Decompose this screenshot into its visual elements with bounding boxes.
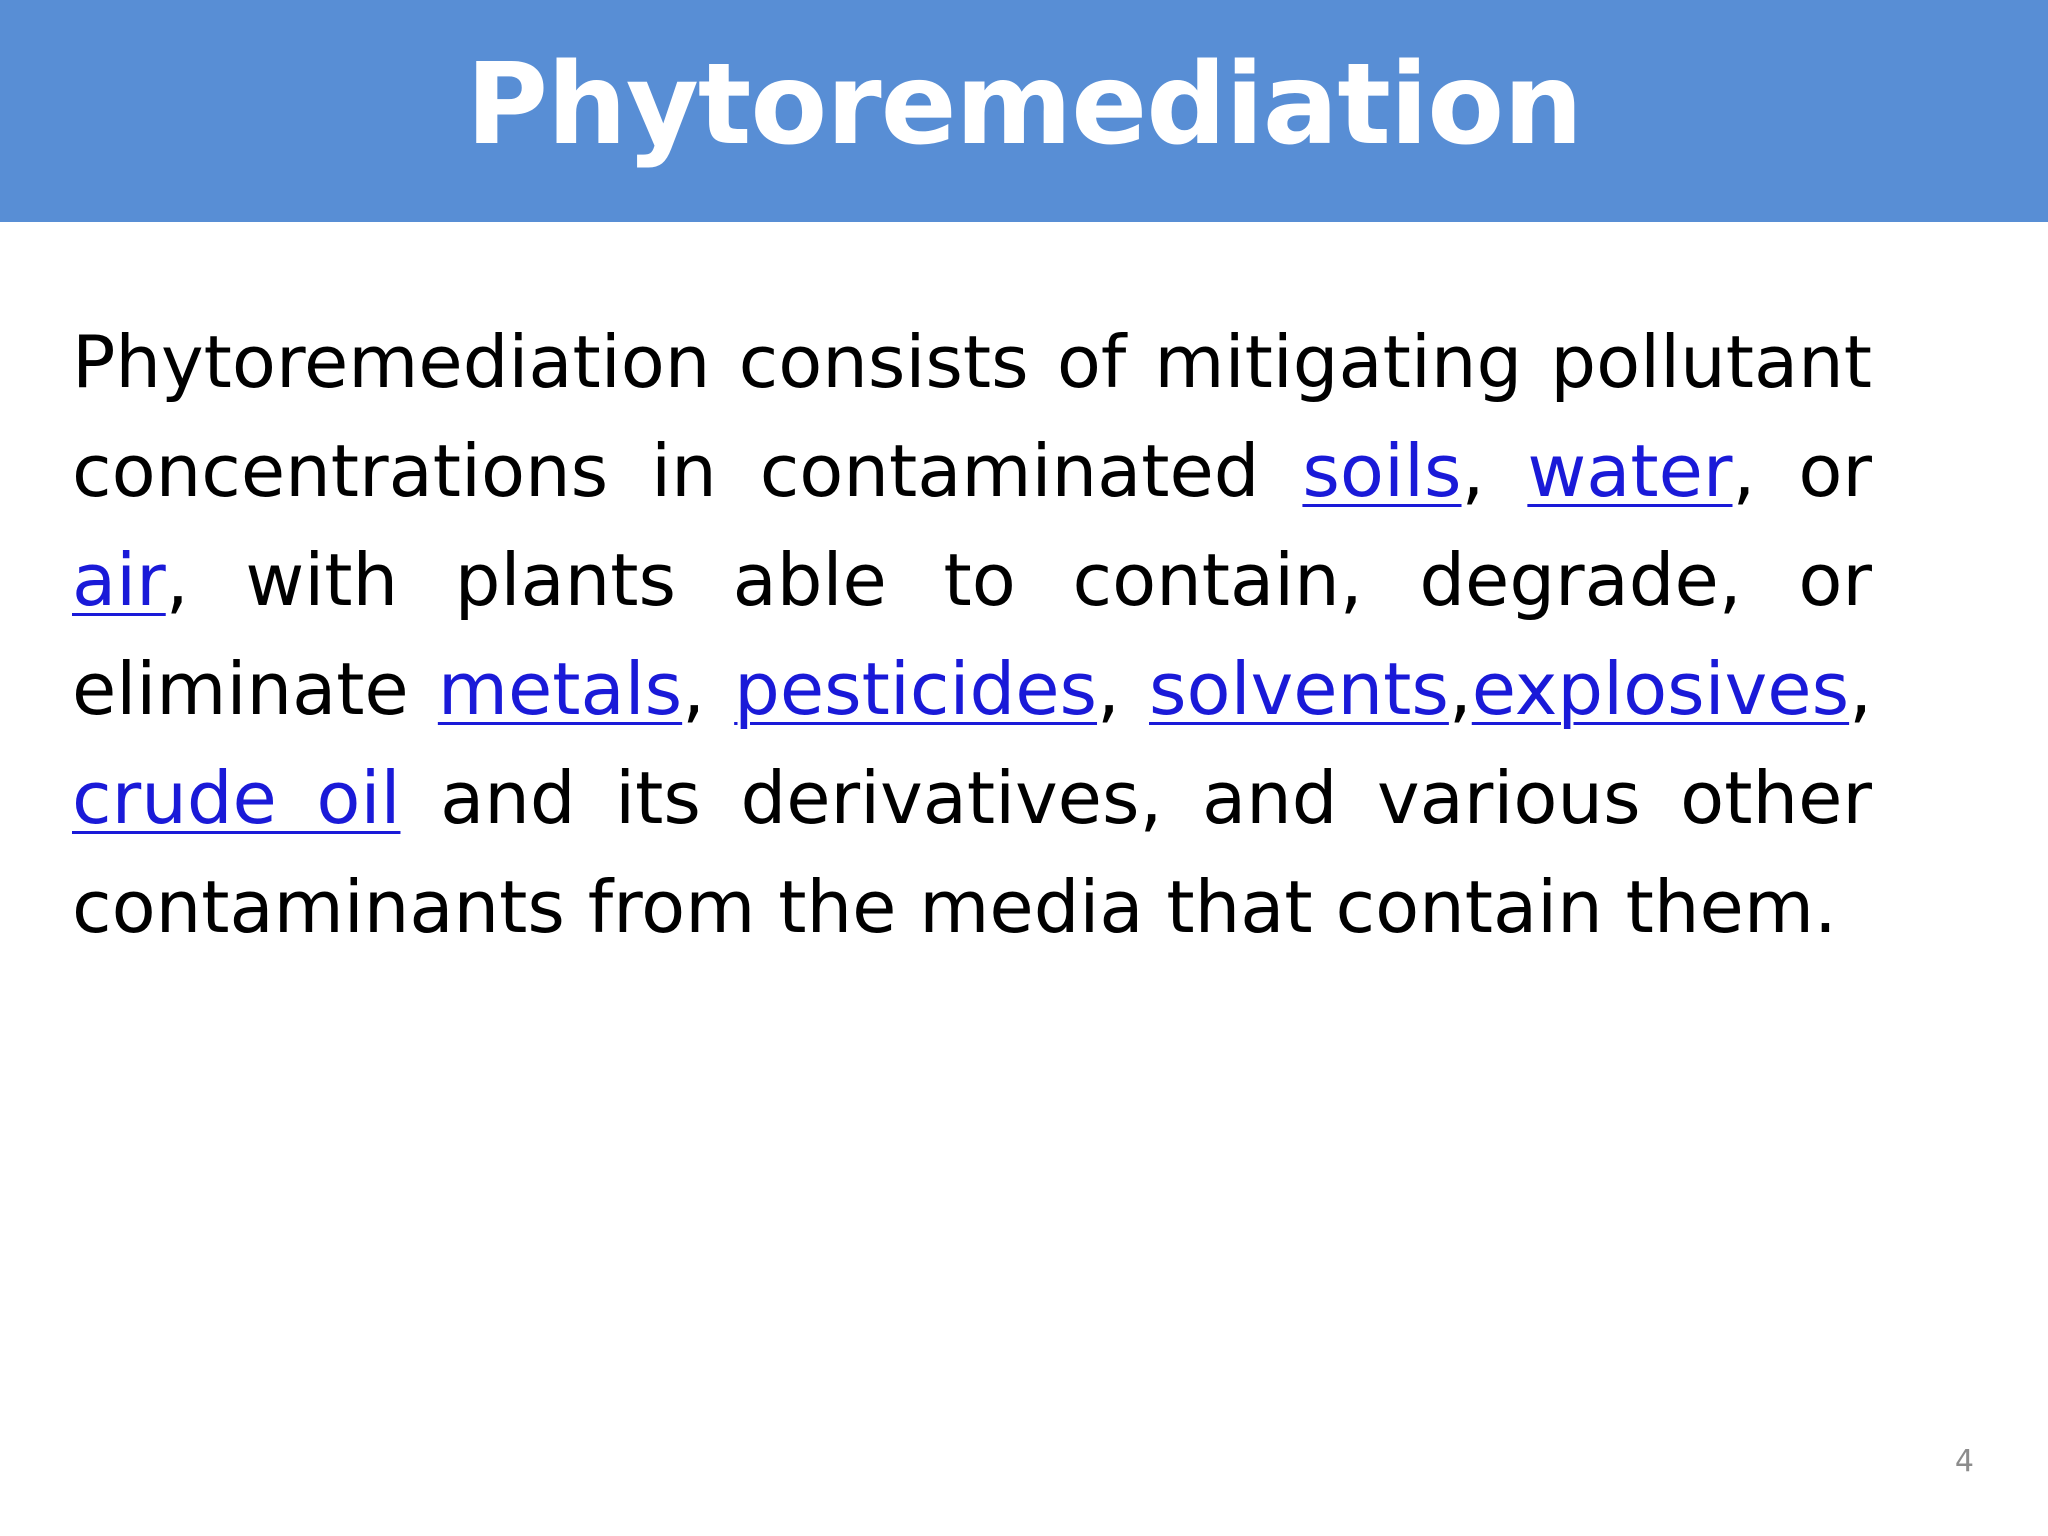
link-pesticides[interactable]: pesticides <box>734 647 1098 731</box>
body-text-4: , with plants able to contain, degrade, or eliminate <box>72 538 1872 731</box>
body-text-1: Phytoremediation consists of mitigating pollutant concentrations in contaminated <box>72 320 1872 513</box>
body-text-3: , or <box>1732 429 1872 513</box>
title-bar <box>0 0 2048 222</box>
link-solvents[interactable]: solvents <box>1149 647 1449 731</box>
slide-title: Phytoremediation <box>466 40 1582 170</box>
body-text-7: , <box>1448 647 1472 731</box>
body-text-8: , <box>1849 647 1872 731</box>
link-metals[interactable]: metals <box>437 647 683 731</box>
link-soils[interactable]: soils <box>1302 429 1462 513</box>
body-text-6: , <box>1097 647 1150 731</box>
link-water[interactable]: water <box>1527 429 1733 513</box>
body-text-5: , <box>682 647 735 731</box>
link-crude-oil[interactable]: crude oil <box>72 756 401 840</box>
link-explosives[interactable]: explosives <box>1471 647 1850 731</box>
link-air[interactable]: air <box>72 538 166 622</box>
slide-number: 4 <box>1954 1444 1974 1479</box>
body-text-2: , <box>1461 429 1528 513</box>
body-text-9: and its derivatives, and various other contaminants from the media that contain them. <box>72 756 1872 949</box>
body-paragraph <box>72 308 1872 962</box>
